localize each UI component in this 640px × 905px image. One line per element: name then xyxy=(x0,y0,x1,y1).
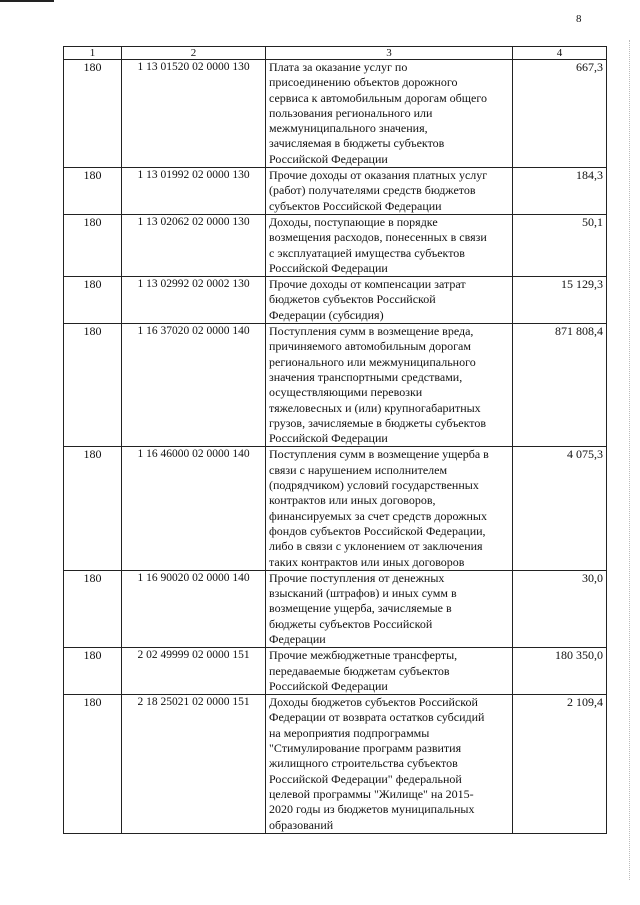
table-row xyxy=(64,60,607,168)
header-col-2: 2 xyxy=(122,47,266,60)
revenue-description: Доходы бюджетов субъектов Российской Федерации от возврата остатков субсидий на мероприятия подпрограммы "Стимулирование программ развития жилищного строительства субъектов Российской Федерации" федеральной целевой программы "Жилище" на 2015- 2020 годы из бюджетов муниципальных образований xyxy=(266,695,513,834)
amount: 871 808,4 xyxy=(513,324,607,447)
amount: 4 075,3 xyxy=(513,447,607,570)
header-col-3: 3 xyxy=(266,47,513,60)
revenue-description: Плата за оказание услуг по присоединению объектов дорожного сервиса к автомобильным дорогам общего пользования регионального или межмуниципального значения, зачисляемая в бюджеты субъектов Российской Федерации xyxy=(266,60,513,168)
budget-class-code: 1 16 37020 02 0000 140 xyxy=(122,324,266,447)
budget-class-code: 2 02 49999 02 0000 151 xyxy=(122,648,266,695)
revenue-description: Прочие доходы от компенсации затрат бюджетов субъектов Российской Федерации (субсидия) xyxy=(266,277,513,324)
admin-code: 180 xyxy=(64,648,122,695)
amount: 184,3 xyxy=(513,168,607,215)
amount: 667,3 xyxy=(513,60,607,168)
page-number: 8 xyxy=(576,13,582,25)
admin-code: 180 xyxy=(64,447,122,570)
amount: 30,0 xyxy=(513,570,607,647)
revenue-description: Прочие межбюджетные трансферты, передаваемые бюджетам субъектов Российской Федерации xyxy=(266,648,513,695)
amount: 180 350,0 xyxy=(513,648,607,695)
table-row xyxy=(64,277,607,324)
budget-class-code: 1 16 46000 02 0000 140 xyxy=(122,447,266,570)
admin-code: 180 xyxy=(64,168,122,215)
table-row xyxy=(64,570,607,647)
table-row xyxy=(64,648,607,695)
table-row xyxy=(64,168,607,215)
admin-code: 180 xyxy=(64,60,122,168)
table-row xyxy=(64,214,607,276)
header-col-1: 1 xyxy=(64,47,122,60)
revenue-description: Поступления сумм в возмещение ущерба в связи с нарушением исполнителем (подрядчиком) условий государственных контрактов или иных договоров, финансируемых за счет средств дорожных фондов субъектов Российской Федерации, либо в связи с уклонением от заключения таких контрактов или иных договоров xyxy=(266,447,513,570)
admin-code: 180 xyxy=(64,324,122,447)
scan-edge-marks xyxy=(629,40,630,880)
budget-class-code: 1 13 02062 02 0000 130 xyxy=(122,214,266,276)
budget-class-code: 1 16 90020 02 0000 140 xyxy=(122,570,266,647)
amount: 50,1 xyxy=(513,214,607,276)
revenue-description: Доходы, поступающие в порядке возмещения расходов, понесенных в связи с эксплуатацией имущества субъектов Российской Федерации xyxy=(266,214,513,276)
header-col-4: 4 xyxy=(513,47,607,60)
admin-code: 180 xyxy=(64,695,122,834)
revenue-table xyxy=(63,46,607,834)
revenue-description: Поступления сумм в возмещение вреда, причиняемого автомобильным дорогам регионального или межмуниципального значения транспортными средствами, осуществляющими перевозки тяжеловесных и (или) крупногабаритных грузов, зачисляемые в бюджеты субъектов Российской Федерации xyxy=(266,324,513,447)
amount: 15 129,3 xyxy=(513,277,607,324)
budget-class-code: 1 13 02992 02 0002 130 xyxy=(122,277,266,324)
table-row xyxy=(64,447,607,570)
table-row xyxy=(64,324,607,447)
revenue-description: Прочие доходы от оказания платных услуг (работ) получателями средств бюджетов субъектов Российской Федерации xyxy=(266,168,513,215)
admin-code: 180 xyxy=(64,570,122,647)
table-header-row xyxy=(64,47,607,60)
revenue-description: Прочие поступления от денежных взысканий (штрафов) и иных сумм в возмещение ущерба, зачисляемые в бюджеты субъектов Российской Федерации xyxy=(266,570,513,647)
amount: 2 109,4 xyxy=(513,695,607,834)
table-row xyxy=(64,695,607,834)
top-rule-line xyxy=(0,0,54,2)
admin-code: 180 xyxy=(64,277,122,324)
budget-class-code: 2 18 25021 02 0000 151 xyxy=(122,695,266,834)
admin-code: 180 xyxy=(64,214,122,276)
budget-class-code: 1 13 01520 02 0000 130 xyxy=(122,60,266,168)
budget-class-code: 1 13 01992 02 0000 130 xyxy=(122,168,266,215)
